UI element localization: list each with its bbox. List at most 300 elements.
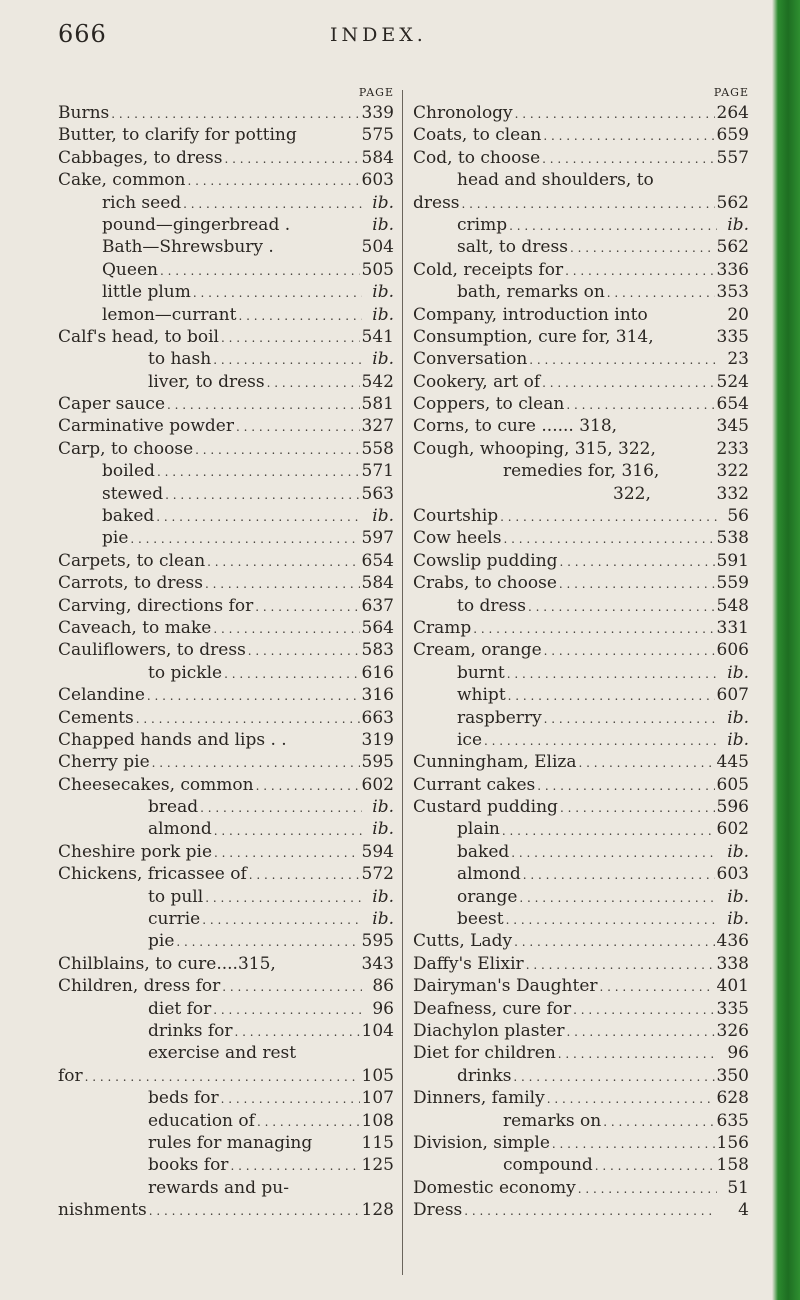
page-reference: 343 (361, 953, 394, 974)
dot-leader (152, 751, 360, 773)
entry-text: plain (457, 819, 500, 840)
index-entry (58, 393, 394, 415)
page-reference: 331 (716, 617, 749, 638)
page-reference: 338 (716, 953, 749, 974)
page-reference: 86 (372, 976, 394, 997)
page-reference: 107 (361, 1088, 394, 1109)
entry-text: Chickens, fricassee of (58, 864, 247, 885)
page-reference: ib. (727, 707, 749, 728)
index-entry (58, 953, 394, 975)
dot-leader (570, 236, 715, 258)
index-entry (413, 953, 749, 975)
dot-leader (656, 169, 717, 191)
page-reference: 562 (716, 237, 749, 258)
page-reference: 637 (361, 595, 394, 616)
dot-leader (236, 415, 360, 437)
page-reference: 606 (716, 640, 749, 661)
page-reference: 401 (716, 976, 749, 997)
dot-leader (234, 1020, 359, 1042)
index-entry (413, 169, 749, 191)
dot-leader (176, 930, 359, 952)
entry-text: rewards and pu- (148, 1177, 289, 1198)
page-reference: 264 (716, 102, 749, 123)
entry-text: Consumption, cure for, 314, (413, 326, 654, 347)
page-reference: 445 (716, 752, 749, 773)
dot-leader (511, 841, 717, 863)
dot-leader (500, 505, 717, 527)
page-reference: ib. (372, 304, 394, 325)
index-entry (58, 1087, 394, 1109)
entry-text: Carp, to choose (58, 438, 194, 459)
entry-text: stewed (102, 483, 164, 504)
index-entry (58, 617, 394, 639)
entry-text: Cauliflowers, to dress (58, 640, 246, 661)
index-entry (58, 147, 394, 169)
page-reference: 559 (716, 573, 749, 594)
page-reference: 663 (361, 707, 394, 728)
entry-text: drinks (457, 1065, 512, 1086)
page-reference: 595 (361, 931, 394, 952)
dot-leader (509, 214, 717, 236)
dot-leader (526, 953, 715, 975)
page-reference: 20 (727, 304, 749, 325)
entry-text: bath, remarks on (457, 282, 605, 303)
entry-text: pie (148, 931, 175, 952)
index-entry (413, 617, 749, 639)
entry-text: baked (457, 841, 510, 862)
page-reference: 125 (361, 1155, 394, 1176)
entry-text: Cookery, art of (413, 371, 541, 392)
index-entry (413, 1177, 749, 1199)
dot-leader (502, 819, 715, 841)
page-reference: 542 (361, 371, 394, 392)
dot-leader (484, 729, 717, 751)
page-reference: 564 (361, 617, 394, 638)
index-entry (58, 326, 394, 348)
entry-text: pie (102, 528, 129, 549)
dot-leader (183, 192, 362, 214)
index-entry (58, 1177, 394, 1199)
page-reference: 96 (727, 1043, 749, 1064)
dot-leader (529, 348, 717, 370)
page-reference: 105 (361, 1065, 394, 1086)
dot-leader (543, 124, 714, 146)
page-reference: 339 (361, 102, 394, 123)
index-entry (413, 908, 749, 930)
dot-leader (519, 886, 717, 908)
page-reference: 108 (361, 1110, 394, 1131)
dot-leader (276, 236, 360, 258)
entry-text: diet for (148, 998, 212, 1019)
dot-leader (544, 639, 715, 661)
index-entry (58, 169, 394, 191)
entry-text: liver, to dress (148, 371, 265, 392)
page-edge-binding (772, 0, 800, 1300)
index-entry (413, 371, 749, 393)
index-entry (413, 550, 749, 572)
index-entry (413, 236, 749, 258)
dot-leader (147, 684, 360, 706)
index-entry (413, 886, 749, 908)
index-entry (413, 975, 749, 997)
index-entry (58, 236, 394, 258)
entry-text: Diachylon plaster (413, 1021, 565, 1041)
dot-leader (514, 930, 714, 952)
dot-leader (291, 1177, 362, 1199)
page-reference: ib. (727, 729, 749, 750)
entry-text: pound—gingerbread . (102, 214, 291, 235)
page-reference: 233 (716, 438, 749, 459)
entry-text: baked (102, 506, 155, 527)
entry-text: ice (457, 729, 483, 750)
entry-text: Carpets, to clean (58, 550, 206, 571)
index-entry (413, 684, 749, 706)
index-entry (58, 1020, 394, 1042)
dot-leader (503, 527, 714, 549)
dot-leader (558, 1042, 717, 1064)
dot-leader (221, 1087, 360, 1109)
entry-text: Caveach, to make (58, 617, 212, 638)
index-entry (413, 483, 749, 505)
page-reference: 504 (361, 237, 394, 258)
page-reference: ib. (727, 662, 749, 683)
index-column-right (413, 84, 749, 1222)
dot-leader (267, 371, 360, 393)
index-entry (58, 930, 394, 952)
entry-text: books for (148, 1155, 229, 1176)
page-reference: 335 (716, 998, 749, 1019)
index-entry (58, 774, 394, 796)
entry-text: Cements (58, 707, 134, 728)
dot-leader (200, 796, 362, 818)
dot-leader (289, 729, 360, 751)
index-entry (58, 281, 394, 303)
index-entry (58, 527, 394, 549)
entry-text: bread (148, 797, 199, 818)
page-reference: 659 (716, 125, 749, 146)
entry-text: almond (148, 819, 212, 840)
page-reference: 51 (727, 1177, 749, 1198)
page-reference: 557 (716, 147, 749, 168)
page-number: 666 (58, 20, 107, 48)
index-entry (58, 639, 394, 661)
index-entry (58, 707, 394, 729)
dot-leader (547, 1087, 715, 1109)
entry-text: whipt (457, 685, 506, 706)
index-entry (58, 684, 394, 706)
page-reference: 541 (361, 326, 394, 347)
index-entry (413, 1154, 749, 1176)
dot-leader (256, 774, 360, 796)
dot-leader (214, 841, 360, 863)
page-reference: 335 (716, 326, 749, 347)
index-entry (58, 1065, 394, 1087)
entry-text: lemon—currant (102, 304, 237, 325)
entry-text: beds for (148, 1088, 219, 1109)
index-entry (413, 1065, 749, 1087)
dot-leader (149, 1199, 360, 1221)
page-reference: 104 (361, 1021, 394, 1041)
dot-leader (207, 550, 359, 572)
page-reference: 156 (716, 1132, 749, 1153)
index-entry (413, 662, 749, 684)
page-reference: 548 (716, 595, 749, 616)
entry-text: remarks on (503, 1110, 602, 1131)
dot-leader (157, 460, 360, 482)
page-reference: 596 (716, 797, 749, 818)
index-entry (413, 259, 749, 281)
page-reference: 602 (361, 774, 394, 795)
entry-text: Cunningham, Eliza (413, 752, 577, 773)
index-entry (58, 729, 394, 751)
dot-leader (222, 975, 362, 997)
column-divider (402, 90, 403, 1275)
entry-text: Coats, to clean (413, 125, 542, 146)
page-reference: ib. (372, 819, 394, 840)
page-reference: 327 (361, 416, 394, 437)
entry-text: Cowslip pudding (413, 550, 558, 571)
dot-leader (111, 102, 359, 124)
dot-leader (214, 819, 362, 841)
entry-text: crimp (457, 214, 508, 235)
index-entry (413, 796, 749, 818)
page-reference: 524 (716, 371, 749, 392)
dot-leader (595, 1154, 715, 1176)
entry-text: beest (457, 909, 504, 930)
page-reference: 538 (716, 528, 749, 549)
dot-leader (607, 281, 715, 303)
page-reference: 602 (716, 819, 749, 840)
entry-text: Currant cakes (413, 774, 536, 795)
index-entry (58, 572, 394, 594)
entry-text: Conversation (413, 349, 528, 370)
entry-text: Carminative powder (58, 416, 234, 437)
entry-text: Cake, common (58, 170, 186, 191)
dot-leader (552, 1132, 715, 1154)
dot-leader (661, 460, 714, 482)
index-entry (413, 751, 749, 773)
page-reference: 322 (716, 461, 749, 482)
dot-leader (156, 505, 362, 527)
index-entry (413, 1087, 749, 1109)
dot-leader (653, 483, 715, 505)
index-entry (58, 841, 394, 863)
index-entry (413, 124, 749, 146)
dot-leader (238, 304, 362, 326)
dot-leader (205, 572, 360, 594)
page-reference: 128 (361, 1200, 394, 1221)
page-reference: 353 (716, 282, 749, 303)
entry-text: Cream, orange (413, 640, 542, 661)
page-reference: 607 (716, 685, 749, 706)
dot-leader (656, 326, 715, 348)
index-entry (58, 819, 394, 841)
index-entry (58, 348, 394, 370)
entry-text: drinks for (148, 1021, 233, 1041)
dot-leader (292, 214, 362, 236)
entry-text: compound (503, 1155, 593, 1176)
entry-text: little plum (102, 282, 191, 303)
entry-text: Corns, to cure ...... 318, (413, 416, 618, 437)
entry-text: Celandine (58, 685, 145, 706)
dot-leader (566, 393, 714, 415)
entry-text: Cod, to choose (413, 147, 541, 168)
dot-leader (560, 550, 715, 572)
index-entry (413, 707, 749, 729)
entry-text: Cutts, Lady (413, 931, 513, 952)
entry-text: Cold, receipts for (413, 259, 564, 280)
page-reference: 505 (361, 259, 394, 280)
dot-leader (85, 1065, 360, 1087)
dot-leader (205, 886, 362, 908)
index-entry (413, 348, 749, 370)
entry-text: rules for managing (148, 1132, 313, 1153)
page-reference: 563 (361, 483, 394, 504)
page-reference: 115 (361, 1132, 394, 1153)
page-reference: 326 (716, 1021, 749, 1041)
index-entry (58, 550, 394, 572)
page-reference: 635 (716, 1110, 749, 1131)
page-reference: 591 (716, 550, 749, 571)
entry-text: to pull (148, 886, 204, 907)
index-entry (58, 863, 394, 885)
page-reference: 584 (361, 573, 394, 594)
dot-leader (542, 371, 714, 393)
index-entry (58, 371, 394, 393)
index-entry (58, 415, 394, 437)
entry-text: raspberry (457, 707, 542, 728)
page-reference: 603 (361, 170, 394, 191)
entry-text: Coppers, to clean (413, 394, 565, 415)
dot-leader (221, 326, 360, 348)
dot-leader (230, 1154, 359, 1176)
page-reference: 575 (361, 125, 394, 146)
index-entry (58, 460, 394, 482)
dot-leader (195, 438, 359, 460)
dot-leader (507, 662, 717, 684)
dot-leader (278, 953, 360, 975)
page-reference: 654 (361, 550, 394, 571)
index-entry (413, 102, 749, 124)
dot-leader (508, 684, 715, 706)
entry-text: Cheshire pork pie (58, 841, 213, 862)
index-entry (413, 819, 749, 841)
index-entry (58, 438, 394, 460)
dot-leader (213, 998, 362, 1020)
entry-text: Deafness, cure for (413, 998, 572, 1019)
index-entry (413, 729, 749, 751)
page-reference: ib. (727, 841, 749, 862)
index-entry (413, 841, 749, 863)
dot-leader (225, 147, 360, 169)
dot-leader (473, 617, 714, 639)
entry-text: to hash (148, 349, 212, 370)
dot-leader (506, 908, 717, 930)
entry-text: exercise and rest (148, 1043, 297, 1064)
entry-text: to dress (457, 595, 526, 616)
index-entry (58, 304, 394, 326)
index-entry (413, 304, 749, 326)
entry-text: burnt (457, 662, 505, 683)
entry-text: Courtship (413, 506, 499, 527)
page-reference: ib. (727, 909, 749, 930)
index-entry (413, 505, 749, 527)
dot-leader (224, 662, 359, 684)
entry-text: Crabs, to choose (413, 573, 557, 594)
entry-text: 322, (613, 483, 651, 504)
entry-text: almond (457, 864, 521, 885)
dot-leader (130, 527, 359, 549)
dot-leader (188, 169, 360, 191)
dot-leader (579, 751, 715, 773)
entry-text: remedies for, 316, (503, 461, 660, 482)
index-entry (58, 124, 394, 146)
index-entry (58, 505, 394, 527)
index-entry (58, 1154, 394, 1176)
index-entry (413, 147, 749, 169)
index-entry (58, 1042, 394, 1064)
dot-leader (573, 998, 714, 1020)
page-reference: 345 (716, 416, 749, 437)
index-entry (58, 1110, 394, 1132)
dot-leader (600, 975, 715, 997)
index-entry (413, 438, 749, 460)
index-entry (58, 975, 394, 997)
dot-leader (559, 572, 715, 594)
entry-text: salt, to dress (457, 237, 568, 258)
dot-leader (167, 393, 360, 415)
page-reference: 56 (727, 506, 749, 527)
index-entry (413, 639, 749, 661)
page-reference: ib. (372, 214, 394, 235)
dot-leader (213, 348, 362, 370)
entry-text: Cow heels (413, 528, 502, 549)
index-entry (58, 1199, 394, 1221)
entry-text: education of (148, 1110, 255, 1131)
page-reference: 603 (716, 864, 749, 885)
page-reference: 319 (361, 729, 394, 750)
index-entry (413, 326, 749, 348)
entry-text: Domestic economy (413, 1177, 576, 1198)
page-reference: 594 (361, 841, 394, 862)
index-entry (413, 1042, 749, 1064)
page-reference: 584 (361, 147, 394, 168)
entry-text: Cramp (413, 617, 472, 638)
index-entry (413, 192, 749, 214)
dot-leader (523, 863, 715, 885)
page-reference: 597 (361, 528, 394, 549)
dot-leader (255, 595, 359, 617)
dot-leader (464, 1199, 717, 1221)
entry-text: Division, simple (413, 1132, 550, 1153)
dot-leader (165, 483, 359, 505)
dot-leader (462, 192, 715, 214)
entry-text: Custard pudding (413, 797, 558, 818)
page-reference: ib. (727, 886, 749, 907)
index-entry (58, 259, 394, 281)
entry-list (58, 102, 394, 1222)
index-entry (413, 572, 749, 594)
running-head: INDEX. (330, 24, 427, 46)
entry-text: Caper sauce (58, 394, 166, 415)
dot-leader (578, 1177, 717, 1199)
dot-leader (544, 707, 717, 729)
index-entry (413, 214, 749, 236)
dot-leader (542, 147, 714, 169)
entry-text: Dinners, family (413, 1088, 545, 1109)
index-entry (58, 886, 394, 908)
page-reference: ib. (372, 506, 394, 527)
